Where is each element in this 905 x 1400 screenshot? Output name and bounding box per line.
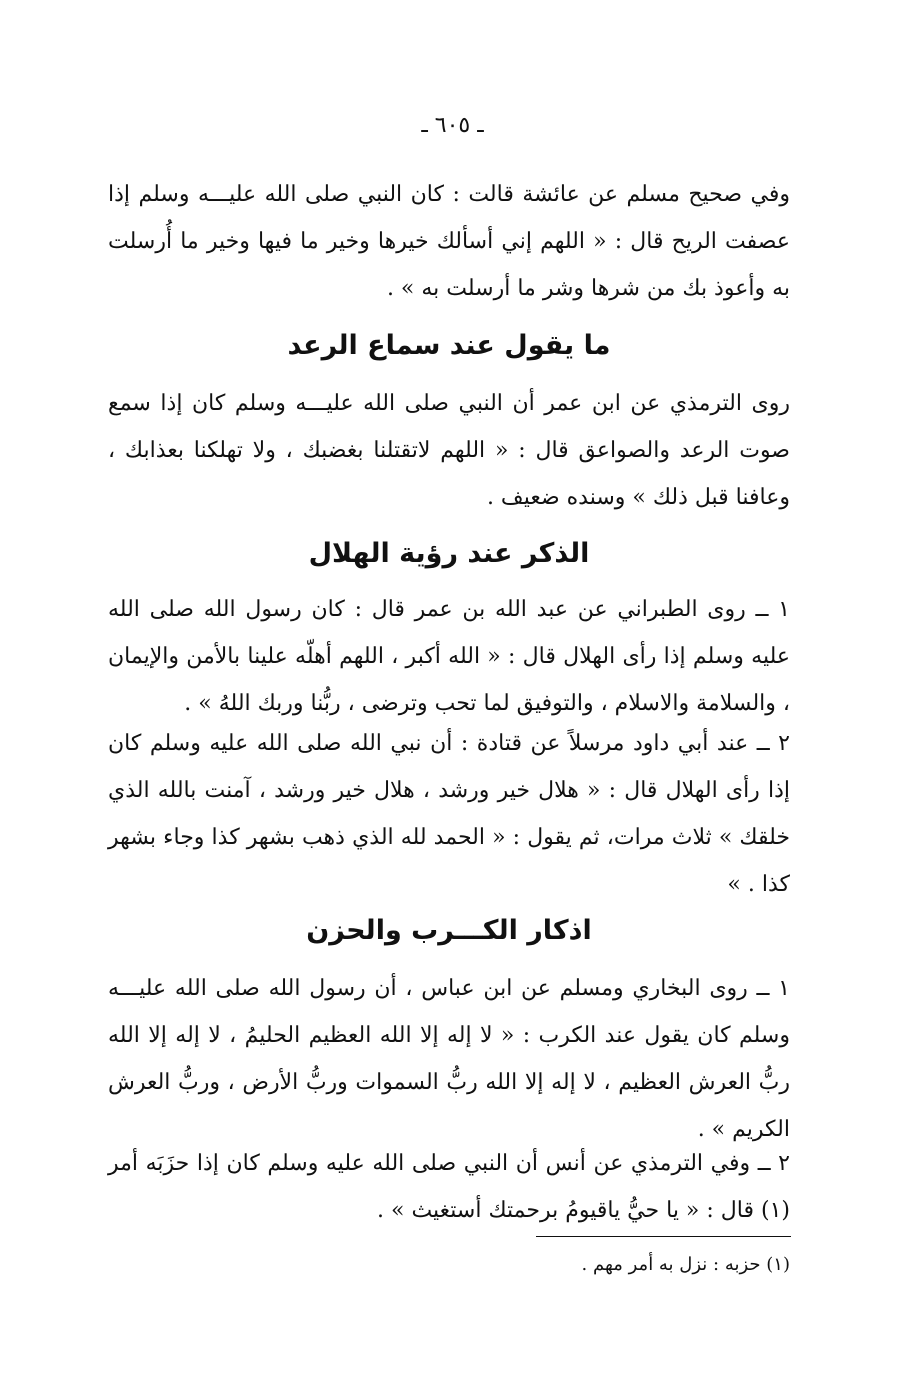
- distress-item-1: [108, 965, 790, 1153]
- heading-distress: اذكار الكـــرب والحزن: [306, 915, 592, 946]
- distress-paragraph-1: ١ ــ روى البخاري ومسلم عن ابن عباس ، أن رسول الله صلى الله عليـــه وسلم كان يقول عند الكرب : « لا إله إلا الله العظيم الحليمُ ، لا إله إلا الله ربُّ العرش العظيم ، لا إله إلا الله ربُّ السموات وربُّ الأرض ، وربُّ العرش الكريم » .: [108, 976, 790, 1142]
- intro-block: [108, 171, 790, 312]
- distress-paragraph-2: ٢ ــ وفي الترمذي عن أنس أن النبي صلى الله عليه وسلم كان إذا حزَبَه أمر (١) قال : « يا حيُّ ياقيومُ برحمتك أستغيث » .: [108, 1151, 790, 1223]
- page-number: ـ ٦٠٥ ـ: [421, 113, 484, 138]
- heading-thunder: ما يقول عند سماع الرعد: [287, 330, 611, 361]
- intro-paragraph: وفي صحيح مسلم عن عائشة قالت : كان النبي صلى الله عليـــه وسلم إذا عصفت الريح قال : « اللهم إني أسألك خيرها وخير ما فيها وخير ما أُرسلت به وأعوذ بك من شرها وشر ما أرسلت به » .: [108, 182, 790, 301]
- footnote: (١) حزبه : نزل به أمر مهم .: [581, 1254, 790, 1275]
- thunder-paragraph: روى الترمذي عن ابن عمر أن النبي صلى الله عليـــه وسلم كان إذا سمع صوت الرعد والصواعق قال : « اللهم لاتقتلنا بغضبك ، ولا تهلكنا بعذابك ، وعافنا قبل ذلك » وسنده ضعيف .: [108, 391, 790, 510]
- crescent-paragraph-1: ١ ــ روى الطبراني عن عبد الله بن عمر قال : كان رسول الله صلى الله عليه وسلم إذا رأى الهلال قال : « الله أكبر ، اللهم أهلّه علينا بالأمن والإيمان ، والسلامة والاسلام ، والتوفيق لما تحب وترضى ، ربُّنا وربك اللهُ » .: [108, 597, 790, 716]
- distress-item-2: [108, 1140, 790, 1234]
- crescent-item-1: [108, 586, 790, 727]
- heading-crescent: الذكر عند رؤية الهلال: [308, 538, 590, 569]
- footnote-divider: [536, 1236, 791, 1237]
- crescent-item-2: [108, 720, 790, 908]
- crescent-paragraph-2: ٢ ــ عند أبي داود مرسلاً عن قتادة : أن نبي الله صلى الله عليه وسلم كان إذا رأى الهلال قال : « هلال خير ورشد ، هلال خير ورشد ، آمنت بالله الذي خلقك » ثلاث مرات، ثم يقول : « الحمد لله الذي ذهب بشهر كذا وجاء بشهر كذا . »: [108, 731, 790, 897]
- thunder-block: [108, 380, 790, 521]
